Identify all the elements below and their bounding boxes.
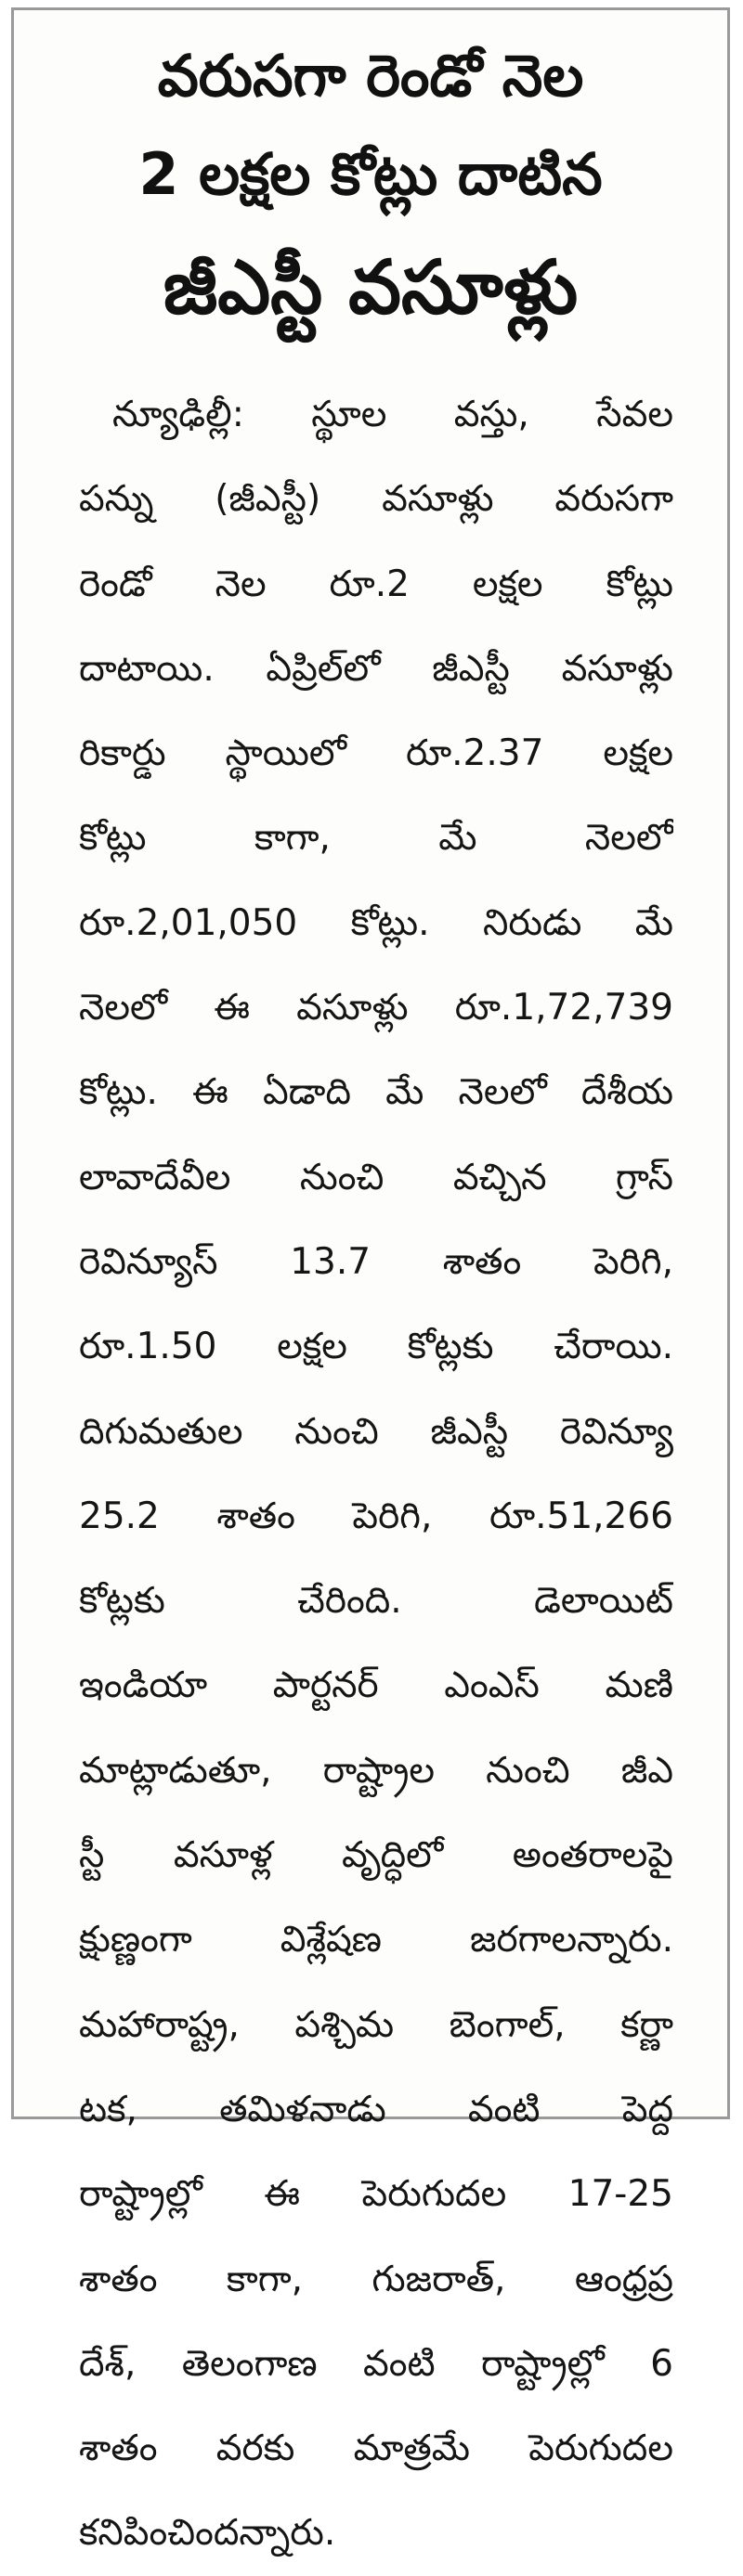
body-line: దేశ్, తెలంగాణ వంటి రాష్ట్రాల్లో 6: [79, 2342, 673, 2385]
body-line: క్షుణ్ణంగా విశ్లేషణ జరగాలన్నారు.: [79, 1919, 673, 1961]
headline-line-2: 2 లక్షల కోట్లు దాటిన: [138, 140, 603, 208]
body-line: శాతం కాగా, గుజరాత్, ఆంధ్రప్ర: [79, 2258, 673, 2300]
body-line: రాష్ట్రాల్లో ఈ పెరుగుదల 17-25: [79, 2173, 673, 2216]
body-line: మహారాష్ట్ర, పశ్చిమ బెంగాల్, కర్ణా: [79, 2003, 673, 2046]
body-line: 25.2 శాతం పెరిగి, రూ.51,266: [79, 1495, 673, 1537]
article-body: [79, 372, 673, 2576]
body-line: రూ.1.50 లక్షల కోట్లకు చేరాయి.: [79, 1326, 673, 1368]
body-line: దిగుమతుల నుంచి జీఎస్టీ రెవిన్యూ: [79, 1410, 673, 1453]
body-line: రెండో నెల రూ.2 లక్షల కోట్లు: [79, 563, 673, 605]
body-line: కనిపించిందన్నారు.: [79, 2512, 336, 2555]
body-line: కోట్లు కాగా, మే నెలలో: [79, 817, 673, 860]
body-line: కోట్లు. ఈ ఏడాది మే నెలలో దేశీయ: [79, 1071, 673, 1114]
body-line: రికార్డు స్థాయిలో రూ.2.37 లక్షల: [79, 732, 673, 775]
body-line: శాతం వరకు మాత్రమే పెరుగుదల: [79, 2427, 673, 2470]
news-clipping: [11, 7, 730, 2555]
body-line: నెలలో ఈ వసూళ్లు రూ.1,72,739: [79, 987, 673, 1029]
body-line: న్యూఢిల్లీ: స్థూల వస్తు, సేవల: [112, 394, 673, 435]
body-line: టక, తమిళనాడు వంటి పెద్ద: [79, 2088, 673, 2130]
headline-line-1: వరుసగా రెండో నెల: [157, 42, 584, 110]
body-line: స్టీ వసూళ్ల వృద్ధిలో అంతరాలపై: [79, 1834, 673, 1877]
body-line: లావాదేవీల నుంచి వచ్చిన గ్రాస్: [79, 1156, 673, 1198]
body-line: కోట్లకు చేరింది. డెలాయిట్: [79, 1580, 673, 1623]
body-line: పన్ను (జీఎస్టీ) వసూళ్లు వరుసగా: [79, 478, 673, 521]
body-line: మాట్లాడుతూ, రాష్ట్రాల నుంచి జీఎ: [79, 1749, 673, 1792]
body-line: రెవిన్యూస్ 13.7 శాతం పెరిగి,: [79, 1240, 673, 1283]
body-line: దాటాయి. ఏప్రిల్‌లో జీఎస్టీ వసూళ్లు: [79, 647, 673, 690]
body-line: ఇండియా పార్టనర్ ఎంఎస్ మణి: [79, 1664, 673, 1707]
headline-line-3: జీఎస్టీ వసూళ్లు: [163, 244, 579, 330]
body-line: రూ.2,01,050 కోట్లు. నిరుడు మే: [79, 901, 673, 944]
